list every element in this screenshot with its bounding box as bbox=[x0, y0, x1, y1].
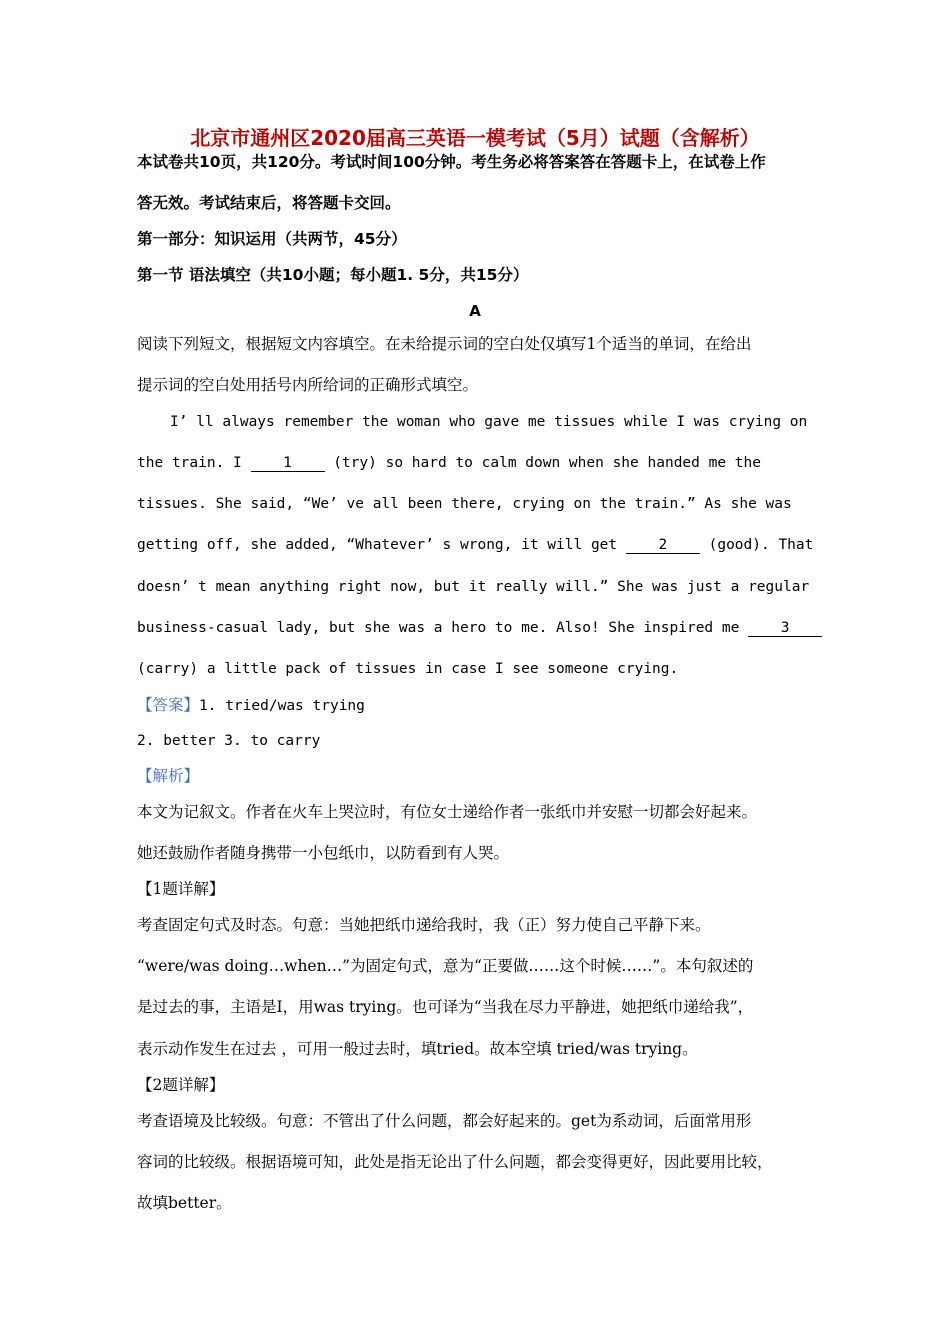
intro-line-1: 本试卷共10页，共120分。考试时间100分钟。考生务必将答案答在答题卡上，在试卷上作 bbox=[137, 153, 766, 171]
blank-1[interactable]: 1 bbox=[251, 455, 325, 472]
passage-line-6 bbox=[137, 618, 822, 638]
passage-line-4-post: (good). That bbox=[699, 537, 814, 553]
blank-2[interactable]: 2 bbox=[626, 537, 700, 554]
q2-line-3: 故填better。 bbox=[137, 1194, 232, 1212]
part-heading: 第一部分：知识运用（共两节，45分） bbox=[137, 230, 407, 248]
passage-line-4-pre: getting off, she added, “Whatever’ s wrong, it will get bbox=[137, 537, 626, 553]
q2-line-2: 容词的比较级。根据语境可知，此处是指无论出了什么问题，都会变得更好，因此要用比较， bbox=[137, 1153, 773, 1171]
document-title: 北京市通州区2020届高三英语一模考试（5月）试题（含解析） bbox=[190, 126, 760, 150]
q2-label: 【2题详解】 bbox=[137, 1076, 225, 1094]
intro-line-2: 答无效。考试结束后，将答题卡交回。 bbox=[137, 194, 401, 212]
answer-1: 1. tried/was trying bbox=[199, 698, 365, 714]
q1-label: 【1题详解】 bbox=[137, 880, 225, 898]
q1-line-2: “were/was doing…when…”为固定句式，意为“正要做……这个时候……”。本句叙述的 bbox=[137, 957, 754, 975]
analysis-line-2: 她还鼓励作者随身携带一小包纸巾，以防看到有人哭。 bbox=[137, 844, 510, 862]
passage-line-2 bbox=[137, 453, 761, 473]
passage-label: A bbox=[469, 302, 481, 320]
blank-3[interactable]: 3 bbox=[748, 620, 822, 637]
passage-line-7: (carry) a little pack of tissues in case I see someone crying. bbox=[137, 661, 679, 677]
passage-line-3: tissues. She said, “We’ ve all been there, crying on the train.” As she was bbox=[137, 496, 792, 512]
instructions-line-2: 提示词的空白处用括号内所给词的正确形式填空。 bbox=[137, 376, 479, 394]
passage-line-5: doesn’ t mean anything right now, but it really will.” She was just a regular bbox=[137, 579, 810, 595]
section-heading: 第一节 语法填空（共10小题；每小题1. 5分，共15分） bbox=[137, 266, 529, 284]
q1-line-4: 表示动作发生在过去 ，可用一般过去时，填tried。故本空填 tried/was trying。 bbox=[137, 1040, 698, 1058]
answer-line-2: 2. better 3. to carry bbox=[137, 733, 321, 749]
q2-line-1: 考查语境及比较级。句意：不管出了什么问题，都会好起来的。get为系动词，后面常用形 bbox=[137, 1112, 752, 1130]
analysis-label: 【解析】 bbox=[137, 767, 200, 785]
passage-line-4 bbox=[137, 535, 813, 555]
analysis-line-1: 本文为记叙文。作者在火车上哭泣时，有位女士递给作者一张纸巾并安慰一切都会好起来。 bbox=[137, 803, 758, 821]
passage-line-6-pre: business-casual lady, but she was a hero to me. Also! She inspired me bbox=[137, 620, 749, 636]
passage-line-1: I’ ll always remember the woman who gave me tissues while I was crying on bbox=[170, 414, 808, 430]
answer-line-1 bbox=[137, 695, 365, 716]
q1-line-3: 是过去的事，主语是I，用was trying。也可译为“当我在尽力平静进，她把纸巾递给我”， bbox=[137, 998, 754, 1016]
answer-label: 【答案】 bbox=[137, 696, 200, 714]
instructions-line-1: 阅读下列短文，根据短文内容填空。在未给提示词的空白处仅填写1个适当的单词，在给出 bbox=[137, 335, 752, 353]
q1-line-1: 考查固定句式及时态。句意：当她把纸巾递给我时，我（正）努力使自己平静下来。 bbox=[137, 916, 711, 934]
passage-line-2-pre: the train. I bbox=[137, 455, 251, 471]
passage-line-2-post: (try) so hard to calm down when she handed me the bbox=[324, 455, 761, 471]
